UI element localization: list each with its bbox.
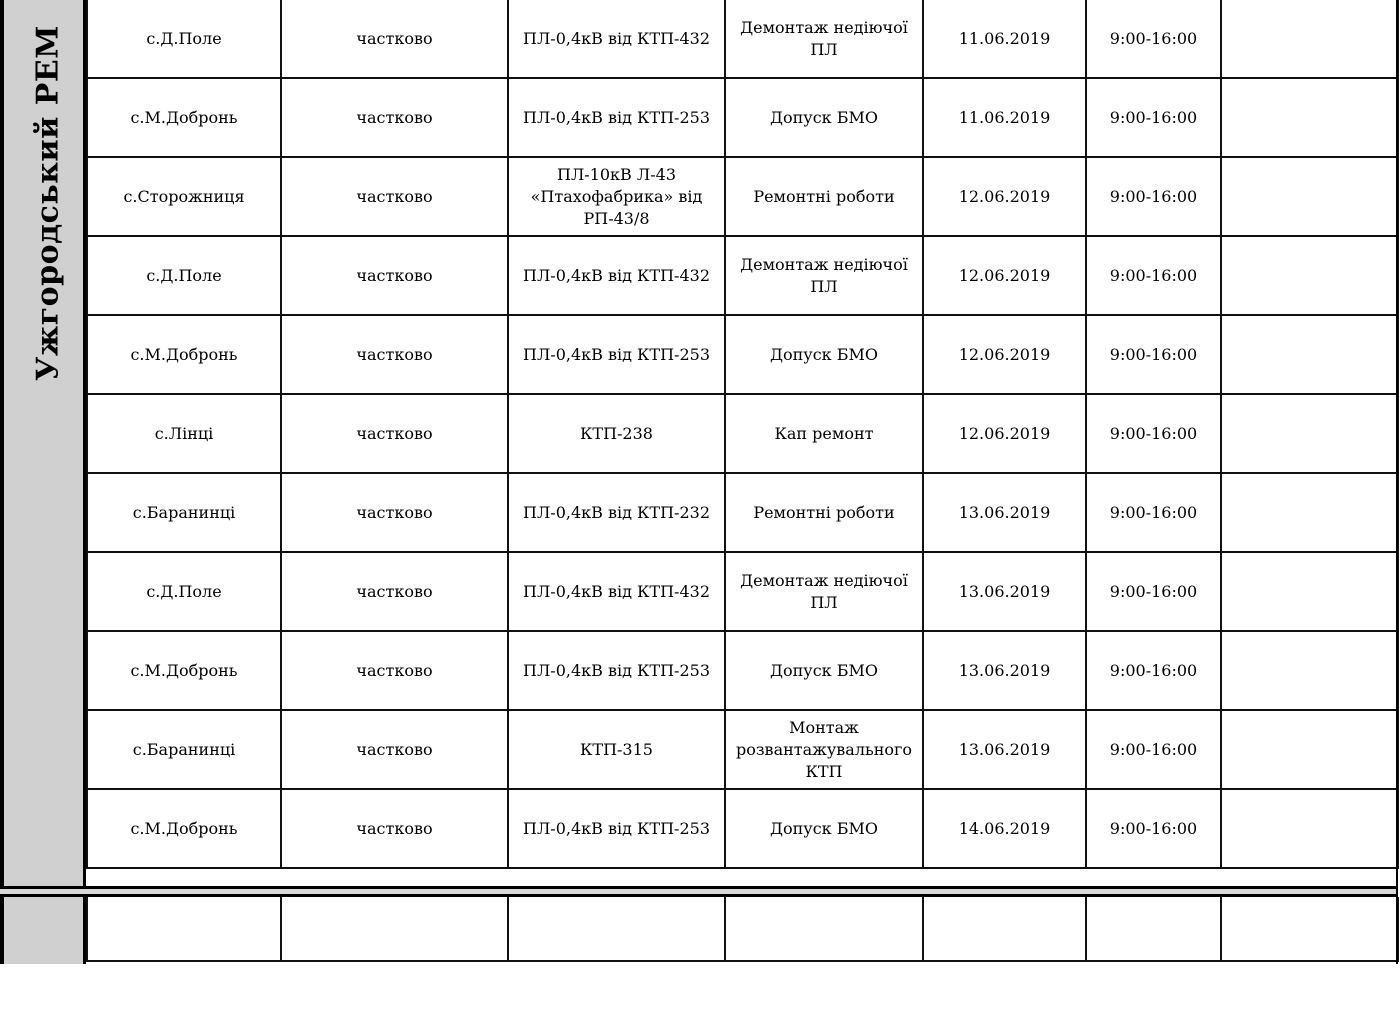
object-cell: ПЛ-0,4кВ від КТП-253 xyxy=(508,315,725,394)
object-cell: ПЛ-0,4кВ від КТП-232 xyxy=(508,473,725,552)
work-cell: Монтаж розвантажувального КТП xyxy=(725,710,923,789)
table-row xyxy=(87,315,1398,394)
work-cell: Допуск БМО xyxy=(725,315,923,394)
work-cell: Допуск БМО xyxy=(725,631,923,710)
next-section-table xyxy=(86,897,1399,962)
object-cell xyxy=(508,897,725,961)
date-cell: 13.06.2019 xyxy=(923,631,1086,710)
table-row xyxy=(87,789,1398,868)
scope-cell: частково xyxy=(281,631,508,710)
time-cell: 9:00-16:00 xyxy=(1086,0,1221,78)
table-row xyxy=(87,394,1398,473)
note-cell xyxy=(1221,0,1398,78)
date-cell: 12.06.2019 xyxy=(923,394,1086,473)
settlement-cell: с.М.Добронь xyxy=(87,789,281,868)
scope-cell: частково xyxy=(281,0,508,78)
scope-cell: частково xyxy=(281,473,508,552)
scope-cell: частково xyxy=(281,394,508,473)
time-cell: 9:00-16:00 xyxy=(1086,394,1221,473)
next-region-column xyxy=(0,897,86,964)
note-cell xyxy=(1221,710,1398,789)
date-cell: 11.06.2019 xyxy=(923,0,1086,78)
time-cell xyxy=(1086,897,1221,961)
settlement-cell: с.Д.Поле xyxy=(87,0,281,78)
work-cell: Демонтаж недіючої ПЛ xyxy=(725,0,923,78)
object-cell: ПЛ-0,4кВ від КТП-432 xyxy=(508,236,725,315)
settlement-cell: с.Д.Поле xyxy=(87,236,281,315)
note-cell xyxy=(1221,552,1398,631)
work-cell: Кап ремонт xyxy=(725,394,923,473)
work-cell: Допуск БМО xyxy=(725,78,923,157)
settlement-cell: с.М.Добронь xyxy=(87,315,281,394)
settlement-cell xyxy=(87,897,281,961)
object-cell: ПЛ-0,4кВ від КТП-432 xyxy=(508,552,725,631)
region-label: Ужгородський РЕМ xyxy=(30,25,66,381)
date-cell: 12.06.2019 xyxy=(923,157,1086,236)
table-row xyxy=(87,710,1398,789)
scope-cell: частково xyxy=(281,552,508,631)
work-cell: Демонтаж недіючої ПЛ xyxy=(725,236,923,315)
settlement-cell: с.М.Добронь xyxy=(87,78,281,157)
work-cell: Ремонтні роботи xyxy=(725,473,923,552)
settlement-cell: с.Баранинці xyxy=(87,710,281,789)
settlement-cell: с.Лінці xyxy=(87,394,281,473)
time-cell: 9:00-16:00 xyxy=(1086,710,1221,789)
region-column xyxy=(0,0,86,887)
time-cell: 9:00-16:00 xyxy=(1086,631,1221,710)
date-cell: 13.06.2019 xyxy=(923,710,1086,789)
date-cell: 12.06.2019 xyxy=(923,236,1086,315)
time-cell: 9:00-16:00 xyxy=(1086,552,1221,631)
settlement-cell: с.Сторожниця xyxy=(87,157,281,236)
work-cell: Ремонтні роботи xyxy=(725,157,923,236)
time-cell: 9:00-16:00 xyxy=(1086,789,1221,868)
table-row xyxy=(87,78,1398,157)
note-cell xyxy=(1221,236,1398,315)
settlement-cell: с.М.Добронь xyxy=(87,631,281,710)
table-row xyxy=(87,631,1398,710)
object-cell: ПЛ-0,4кВ від КТП-432 xyxy=(508,0,725,78)
note-cell xyxy=(1221,315,1398,394)
note-cell xyxy=(1221,897,1398,961)
settlement-cell: с.Баранинці xyxy=(87,473,281,552)
note-cell xyxy=(1221,631,1398,710)
note-cell xyxy=(1221,473,1398,552)
scope-cell: частково xyxy=(281,789,508,868)
object-cell: ПЛ-0,4кВ від КТП-253 xyxy=(508,78,725,157)
note-cell xyxy=(1221,394,1398,473)
object-cell: ПЛ-0,4кВ від КТП-253 xyxy=(508,631,725,710)
settlement-cell: с.Д.Поле xyxy=(87,552,281,631)
work-cell: Допуск БМО xyxy=(725,789,923,868)
table-row xyxy=(87,473,1398,552)
scope-cell: частково xyxy=(281,236,508,315)
note-cell xyxy=(1221,157,1398,236)
table-right-border xyxy=(1396,0,1398,964)
work-cell xyxy=(725,897,923,961)
time-cell: 9:00-16:00 xyxy=(1086,157,1221,236)
scope-cell: частково xyxy=(281,710,508,789)
note-cell xyxy=(1221,789,1398,868)
table-row xyxy=(87,552,1398,631)
table-row xyxy=(87,236,1398,315)
table-row xyxy=(87,897,1398,961)
work-cell: Демонтаж недіючої ПЛ xyxy=(725,552,923,631)
scope-cell xyxy=(281,897,508,961)
section-separator xyxy=(0,886,1398,897)
date-cell: 14.06.2019 xyxy=(923,789,1086,868)
scope-cell: частково xyxy=(281,315,508,394)
date-cell xyxy=(923,897,1086,961)
note-cell xyxy=(1221,78,1398,157)
table-row xyxy=(87,0,1398,78)
object-cell: ПЛ-10кВ Л-43 «Птахофабрика» від РП-43/8 xyxy=(508,157,725,236)
time-cell: 9:00-16:00 xyxy=(1086,473,1221,552)
object-cell: ПЛ-0,4кВ від КТП-253 xyxy=(508,789,725,868)
time-cell: 9:00-16:00 xyxy=(1086,78,1221,157)
scope-cell: частково xyxy=(281,78,508,157)
time-cell: 9:00-16:00 xyxy=(1086,315,1221,394)
table-row xyxy=(87,157,1398,236)
object-cell: КТП-315 xyxy=(508,710,725,789)
time-cell: 9:00-16:00 xyxy=(1086,236,1221,315)
date-cell: 13.06.2019 xyxy=(923,473,1086,552)
date-cell: 13.06.2019 xyxy=(923,552,1086,631)
object-cell: КТП-238 xyxy=(508,394,725,473)
date-cell: 11.06.2019 xyxy=(923,78,1086,157)
outage-table xyxy=(86,0,1399,869)
scope-cell: частково xyxy=(281,157,508,236)
date-cell: 12.06.2019 xyxy=(923,315,1086,394)
